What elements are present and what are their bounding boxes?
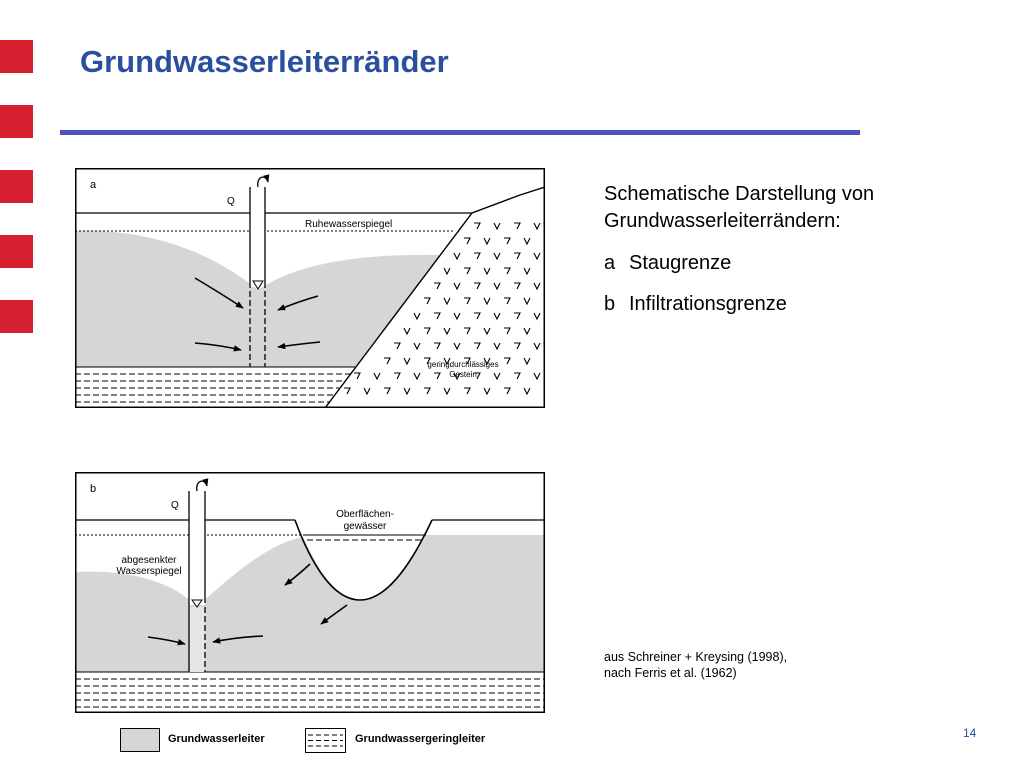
accent-square [0,235,33,268]
title-rule [60,130,860,135]
water-table-label: Ruhewasserspiegel [305,219,393,230]
lowered-table-label-line1: abgesenkter [121,555,177,566]
page-number: 14 [963,726,977,740]
accent-square [0,300,33,333]
description-item-marker: b [604,293,616,315]
well [189,491,205,672]
diagram-a [75,168,545,408]
lowered-table-label-line2: Wasserspiegel [116,566,182,577]
description-item-a [604,251,731,275]
legend-aquifer-label: Grundwasserleiter [168,733,265,745]
slide-title: Grundwasserleiterränder [80,44,449,79]
surface-water-label-line1: Oberflächen- [336,509,394,520]
panel-label: b [90,483,97,495]
description-intro-line1: Schematische Darstellung von [604,183,875,205]
description-item-b [604,292,787,316]
source-line1: aus Schreiner + Kreysing (1998), [604,650,788,664]
accent-square [0,170,33,203]
description-item-marker: a [604,252,616,274]
legend-aquifer-swatch [120,728,160,752]
legend-aquitard-swatch [305,728,346,753]
discharge-label: Q [171,500,179,511]
description-intro-line2: Grundwasserleiterrändern: [604,210,841,232]
description-item-text: Staugrenze [629,252,732,274]
accent-square [0,40,33,73]
legend-aquitard-label: Grundwassergeringleiter [355,733,486,745]
surface-water-label-line2: gewässer [343,521,387,532]
accent-square [0,105,33,138]
diagram-b [75,472,545,713]
rock-label-line1: geringdurchlässiges [427,360,499,369]
discharge-label: Q [227,196,235,207]
description-item-text: Infiltrationsgrenze [629,293,787,315]
rock-label-line2: Gestein [449,370,477,379]
source-line2: nach Ferris et al. (1962) [604,666,737,680]
panel-label: a [90,179,97,191]
